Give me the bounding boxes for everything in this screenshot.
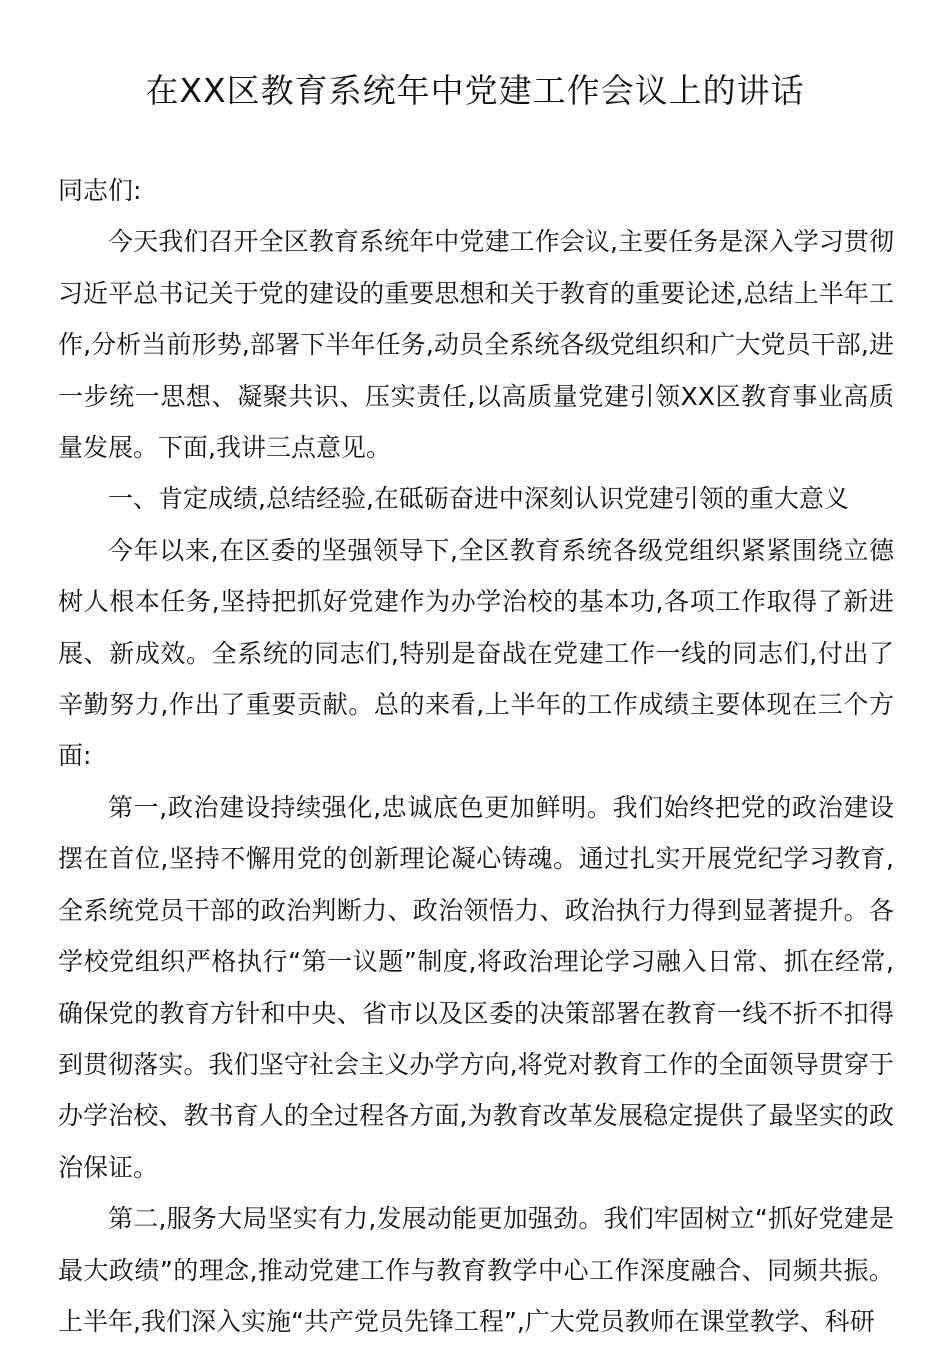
salutation: 同志们:	[58, 176, 142, 205]
section-heading-1: 一、肯定成绩,总结经验,在砥砺奋进中深刻认识党建引领的重大意义	[108, 484, 849, 514]
document-body	[58, 165, 894, 1347]
paragraph-point-1: 第一,政治建设持续强化,忠诚底色更加鲜明。我们始终把党的政治建设摆在首位,坚持不懈用党的创新理论凝心铸魂。通过扎实开展党纪学习教育,全系统党员干部的政治判断力、政治领悟力、政治执行力得到显著提升。各学校党组织严格执行“第一议题”制度,将政治理论学习融入日常、抓在经常,确保党的教育方针和中央、省市以及区委的决策部署在教育一线不折不扣得到贯彻落实。我们坚守社会主义办学方向,将党对教育工作的全面领导贯穿于办学治校、教书育人的全过程各方面,为教育改革发展稳定提供了最坚实的政治保证。	[58, 792, 894, 1182]
paragraph-point-2: 第二,服务大局坚实有力,发展动能更加强劲。我们牢固树立“抓好党建是最大政绩”的理念,推动党建工作与教育教学中心工作深度融合、同频共振。上半年,我们深入实施“共产党员先锋工程”,广大党员教师在课堂教学、科研	[58, 1204, 894, 1336]
paragraph-intro: 今天我们召开全区教育系统年中党建工作会议,主要任务是深入学习贯彻习近平总书记关于党的建设的重要思想和关于教育的重要论述,总结上半年工作,分析当前形势,部署下半年任务,动员全系统各级党组织和广大党员干部,进一步统一思想、凝聚共识、压实责任,以高质量党建引领XX区教育事业高质量发展。下面,我讲三点意见。	[58, 227, 894, 463]
document-title: 在XX区教育系统年中党建工作会议上的讲话	[145, 71, 805, 110]
paragraph-overview: 今年以来,在区委的坚强领导下,全区教育系统各级党组织紧紧围绕立德树人根本任务,坚持把抓好党建作为办学治校的基本功,各项工作取得了新进展、新成效。全系统的同志们,特别是奋战在党建工作一线的同志们,付出了辛勤努力,作出了重要贡献。总的来看,上半年的工作成绩主要体现在三个方面:	[58, 535, 894, 771]
